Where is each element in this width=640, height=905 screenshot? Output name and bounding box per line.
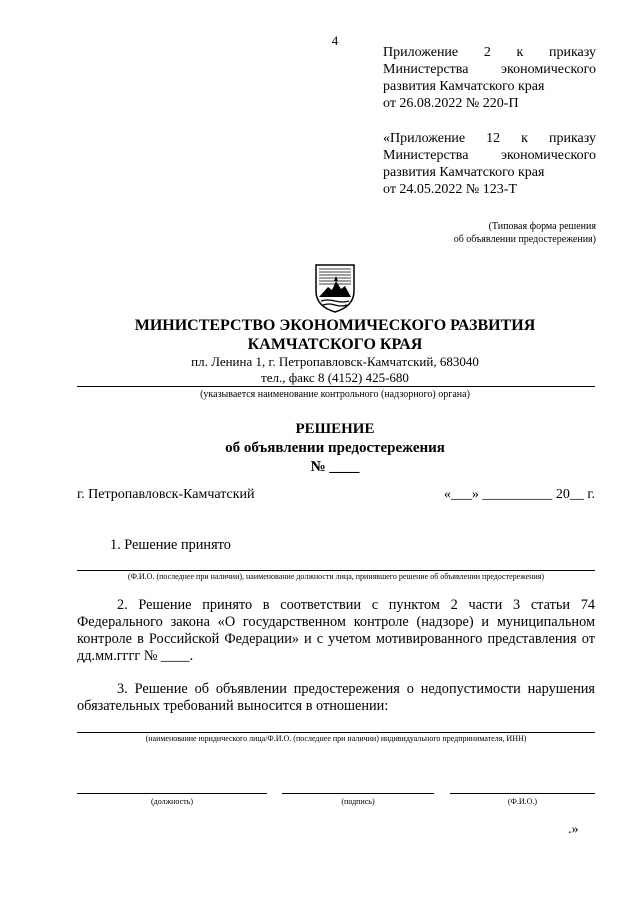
decision-subtitle: об объявлении предостережения: [225, 440, 445, 456]
subject-caption: (наименование юридического лица/Ф.И.О. (последнее при наличии) индивидуального предпринимателя, ИНН): [145, 734, 527, 743]
date-field[interactable]: «___» __________ 20__ г.: [443, 487, 595, 502]
city-name: г. Петропавловск-Камчатский: [77, 487, 255, 502]
item-1: [77, 537, 595, 554]
ministry-name: [0, 316, 640, 354]
appendix-line: от 26.08.2022 № 220-П: [383, 96, 519, 111]
page-number: 4: [331, 33, 339, 48]
signature-field[interactable]: [282, 793, 434, 794]
item-3-text: 3. Решение об объявлении предостережения о недопустимости нарушения обязательных требований выносится в отношении:: [77, 681, 595, 714]
position-field[interactable]: [77, 793, 267, 794]
ministry-name-line: КАМЧАТСКОГО КРАЯ: [247, 336, 423, 353]
item-2: [77, 597, 595, 665]
kamchatka-emblem-icon: [313, 263, 357, 313]
decision-maker-field[interactable]: [77, 570, 595, 571]
position-caption: (должность): [151, 797, 193, 806]
item-2-text: 2. Решение принято в соответствии с пунктом 2 части 3 статьи 74 Федерального закона «О государственном контроле (надзоре) и муниципальном контроле в Российской Федерации» и с учетом мотивированного представления от дд.мм.гггг № ____.: [77, 597, 595, 664]
full-name-field[interactable]: [450, 793, 595, 794]
appendix-line: Министерства экономического: [383, 148, 596, 163]
appendix-line: от 24.05.2022 № 123-Т: [383, 182, 518, 197]
subject-field[interactable]: [77, 732, 595, 733]
appendix-line: Министерства экономического: [383, 62, 596, 77]
appendix-header-previous: [383, 130, 596, 198]
appendix-line: развития Камчатского края: [383, 79, 545, 94]
item-1-text: 1. Решение принято: [110, 537, 231, 553]
typical-form-line: (Типовая форма решения: [488, 221, 596, 232]
item-3: [77, 681, 595, 715]
appendix-line: «Приложение 12 к приказу: [383, 131, 596, 146]
signature-caption: (подпись): [341, 797, 375, 806]
appendix-header-current: [383, 44, 596, 112]
signature-column: [282, 793, 434, 806]
decision-heading: [0, 420, 640, 477]
appendix-line: Приложение 2 к приказу: [383, 45, 596, 60]
place-date-row: [77, 487, 595, 503]
full-name-column: [450, 793, 595, 806]
address-line: пл. Ленина 1, г. Петропавловск-Камчатский, 683040: [191, 354, 479, 369]
typical-form-line: об объявлении предостережения): [453, 234, 596, 245]
decision-number: № ____: [310, 459, 360, 475]
phone-line: тел., факс 8 (4152) 425-680: [261, 370, 409, 385]
appendix-line: развития Камчатского края: [383, 165, 545, 180]
closing-quote: .»: [568, 822, 579, 837]
decision-title: РЕШЕНИЕ: [295, 421, 375, 437]
ministry-address: [0, 354, 640, 386]
authority-caption: (указывается наименование контрольного (надзорного) органа): [200, 389, 470, 400]
full-name-caption: (Ф.И.О.): [507, 797, 538, 806]
authority-rule-line: [77, 386, 595, 387]
position-column: [77, 793, 267, 806]
decision-maker-caption: (Ф.И.О. (последнее при наличии), наименование должности лица, принявшего решение об объявлении предостережения): [127, 572, 545, 581]
typical-form-note: [454, 220, 596, 246]
ministry-name-line: МИНИСТЕРСТВО ЭКОНОМИЧЕСКОГО РАЗВИТИЯ: [134, 317, 536, 334]
